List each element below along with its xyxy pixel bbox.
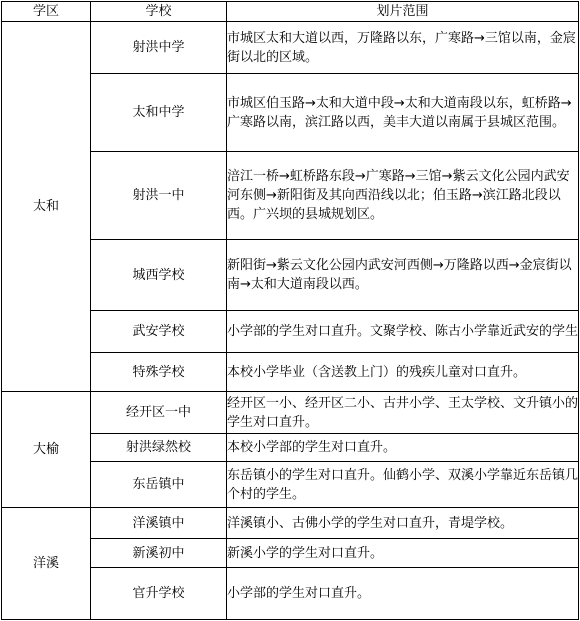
school-cell: 射洪绿然校 <box>91 434 227 462</box>
header-zone: 学区 <box>2 2 91 22</box>
range-cell: 小学部的学生对口直升。文聚学校、陈古小学靠近武安的学生 <box>227 311 579 353</box>
school-cell: 武安学校 <box>91 311 227 353</box>
range-cell: 小学部的学生对口直升。 <box>227 568 579 620</box>
zone-cell: 太和 <box>2 22 91 392</box>
school-cell: 城西学校 <box>91 240 227 311</box>
range-cell: 涪江一桥→虹桥路东段→广寒路→三馆→紫云文化公园内武安河东侧→新阳街及其向西沿线以北；伯玉路→滨江路北段以西。广兴坝的县城规划区。 <box>227 152 579 240</box>
range-cell: 经开区一小、经开区二小、古井小学、王太学校、文升镇小的学生对口直升。 <box>227 392 579 434</box>
zone-cell: 大榆 <box>2 392 91 508</box>
range-cell: 市城区伯玉路→太和大道中段→太和大道南段以东，虹桥路→广寒路以南，滨江路以西，美丰大道以南属于县城区范围。 <box>227 74 579 152</box>
table-row <box>2 508 579 539</box>
table-row <box>2 392 579 434</box>
table-row <box>2 22 579 74</box>
school-cell: 特殊学校 <box>91 353 227 392</box>
range-cell: 新溪小学的学生对口直升。 <box>227 539 579 568</box>
school-cell: 东岳镇中 <box>91 462 227 508</box>
zone-cell: 洋溪 <box>2 508 91 620</box>
range-cell: 洋溪镇小、古佛小学的学生对口直升，青堤学校。 <box>227 508 579 539</box>
school-zoning-table <box>1 1 579 620</box>
header-range: 划片范围 <box>227 2 579 22</box>
school-cell: 射洪中学 <box>91 22 227 74</box>
school-cell: 射洪一中 <box>91 152 227 240</box>
header-school: 学校 <box>91 2 227 22</box>
range-cell: 本校小学部的学生对口直升。 <box>227 434 579 462</box>
range-cell: 本校小学毕业（含送教上门）的残疾儿童对口直升。 <box>227 353 579 392</box>
school-cell: 洋溪镇中 <box>91 508 227 539</box>
range-cell: 市城区太和大道以西，万隆路以东，广寒路→三馆以南，金宸街以北的区域。 <box>227 22 579 74</box>
school-cell: 官升学校 <box>91 568 227 620</box>
school-cell: 经开区一中 <box>91 392 227 434</box>
range-cell: 东岳镇小的学生对口直升。仙鹤小学、双溪小学靠近东岳镇几个村的学生。 <box>227 462 579 508</box>
header-row <box>2 2 579 22</box>
range-cell: 新阳街→紫云文化公园内武安河西侧→万隆路以西→金宸街以南→太和大道南段以西。 <box>227 240 579 311</box>
school-cell: 太和中学 <box>91 74 227 152</box>
school-cell: 新溪初中 <box>91 539 227 568</box>
